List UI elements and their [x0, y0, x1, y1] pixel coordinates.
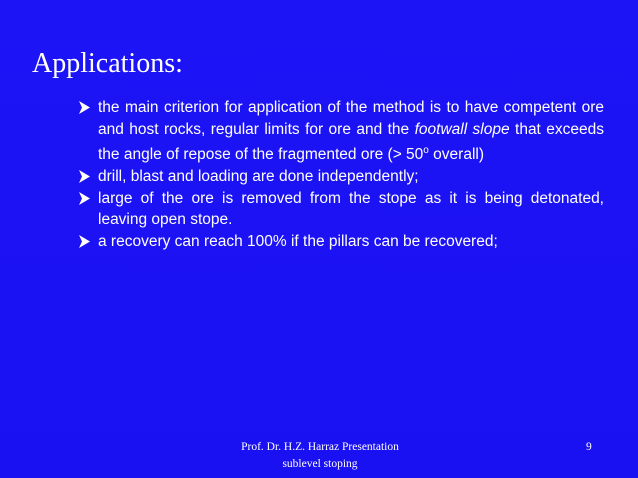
bullet-text: the main criterion for application of the method is to have competent ore and host rocks, regular limits for ore and the footwall slope that exceeds the angle of repose of the fragmented ore (> $50^o$ overall): [98, 99, 605, 164]
bullet-text: large of the ore is removed from the stope as it is being detonated, leaving open stope.: [98, 189, 604, 229]
bullet-text: a recovery can reach 100% if the pillars can be recovered;: [98, 232, 498, 250]
arrowhead-bullet-icon: [78, 235, 91, 248]
slide-title: Applications:: [32, 48, 183, 79]
degree-superscript: o: [423, 145, 429, 157]
slide-footer: [210, 439, 430, 473]
bullet-item: [78, 188, 604, 231]
page-number: 9: [586, 441, 592, 453]
arrowhead-bullet-icon: [78, 170, 91, 183]
bullet-list: [78, 97, 604, 252]
arrowhead-bullet-icon: [78, 101, 91, 114]
bullet-item: [78, 166, 604, 188]
footer-author: Prof. Dr. H.Z. Harraz Presentation: [241, 441, 399, 453]
footer-topic: sublevel stoping: [282, 458, 358, 470]
bullet-item: [78, 97, 604, 166]
emphasis-text: footwall slope: [414, 120, 510, 138]
bullet-text: drill, blast and loading are done independently;: [98, 167, 419, 185]
arrowhead-bullet-icon: [78, 192, 91, 205]
bullet-item: [78, 231, 604, 253]
